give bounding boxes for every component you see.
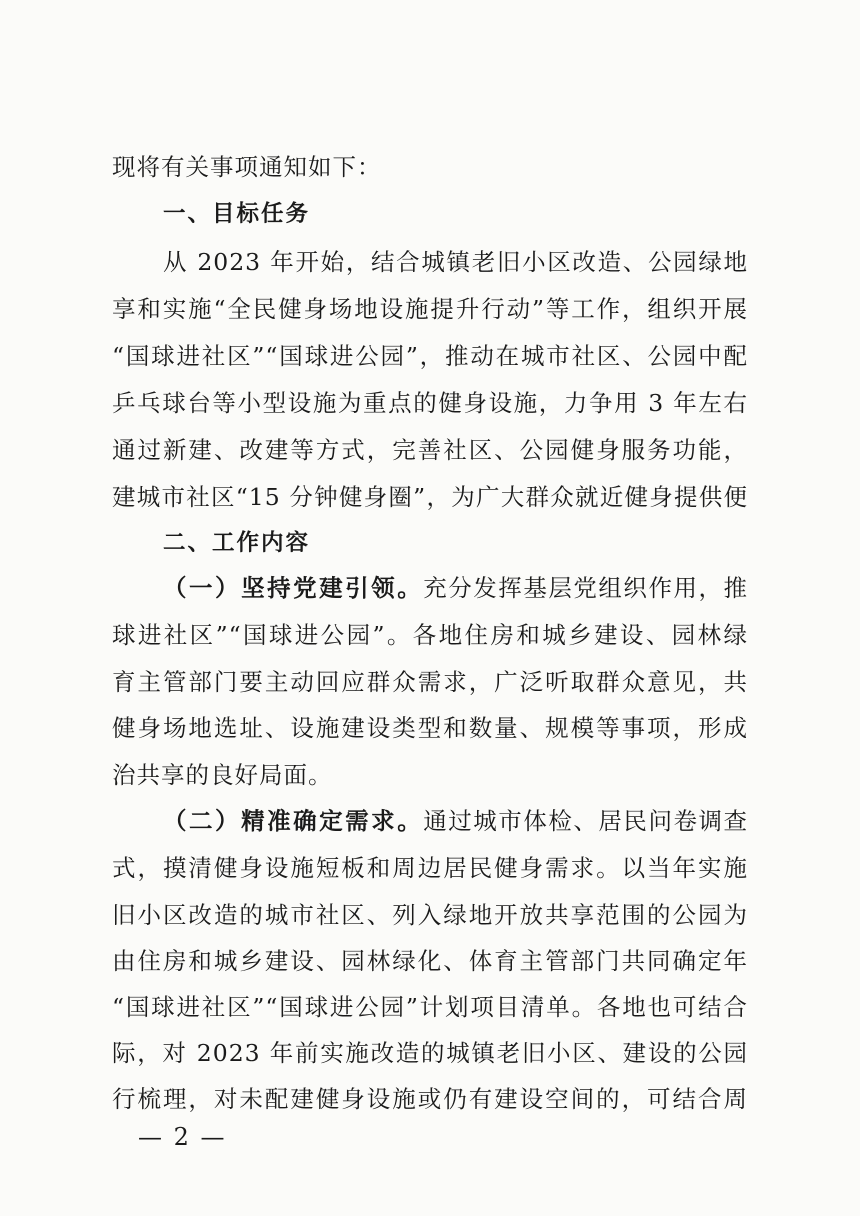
section-heading-1: 一、目标任务: [163, 201, 311, 227]
paragraph-line: “国球进社区”“国球进公园”，推动在城市社区、公园中配: [112, 342, 748, 370]
paragraph-line: 乒乓球台等小型设施为重点的健身设施，力争用 3 年左右: [112, 389, 748, 417]
paragraph-line: 由住房和城乡建设、园林绿化、体育主管部门共同确定年: [112, 947, 748, 975]
paragraph-line: 建城市社区“15 分钟健身圈”，为广大群众就近健身提供便: [112, 483, 748, 511]
paragraph-line: 旧小区改造的城市社区、列入绿地开放共享范围的公园为: [112, 901, 748, 929]
paragraph-line: 式，摸清健身设施短板和周边居民健身需求。以当年实施: [112, 854, 748, 882]
paragraph-line: 健身场地选址、设施建设类型和数量、规模等事项，形成: [112, 714, 748, 742]
paragraph-line: “国球进社区”“国球进公园”计划项目清单。各地也可结合: [112, 993, 748, 1021]
paragraph-line: 育主管部门要主动回应群众需求，广泛听取群众意见，共: [112, 668, 748, 696]
paragraph-line: 行梳理，对未配建健身设施或仍有建设空间的，可结合周: [112, 1085, 748, 1113]
paragraph-line: 从 2023 年开始，结合城镇老旧小区改造、公园绿地: [163, 248, 748, 276]
subsection-title: （二）精准确定需求。: [163, 807, 424, 835]
page-number: — 2 —: [138, 1123, 227, 1151]
subsection-title: （一）坚持党建引领。: [163, 574, 424, 602]
paragraph-text: 充分发挥基层党组织作用，推: [423, 574, 748, 602]
paragraph-line: 通过新建、改建等方式，完善社区、公园健身服务功能，: [112, 436, 748, 464]
paragraph-line: 际，对 2023 年前实施改造的城镇老旧小区、建设的公园: [112, 1039, 748, 1067]
paragraph-line: [163, 573, 748, 603]
intro-line: 现将有关事项通知如下：: [112, 153, 382, 181]
paragraph-text: 通过城市体检、居民问卷调查: [423, 807, 748, 835]
paragraph-line: [163, 806, 748, 836]
section-heading-2: 二、工作内容: [163, 530, 311, 556]
paragraph-line: 球进社区”“国球进公园”。各地住房和城乡建设、园林绿: [112, 621, 748, 649]
paragraph-line: 治共享的良好局面。: [112, 761, 333, 789]
paragraph-line: 享和实施“全民健身场地设施提升行动”等工作，组织开展: [112, 295, 748, 323]
